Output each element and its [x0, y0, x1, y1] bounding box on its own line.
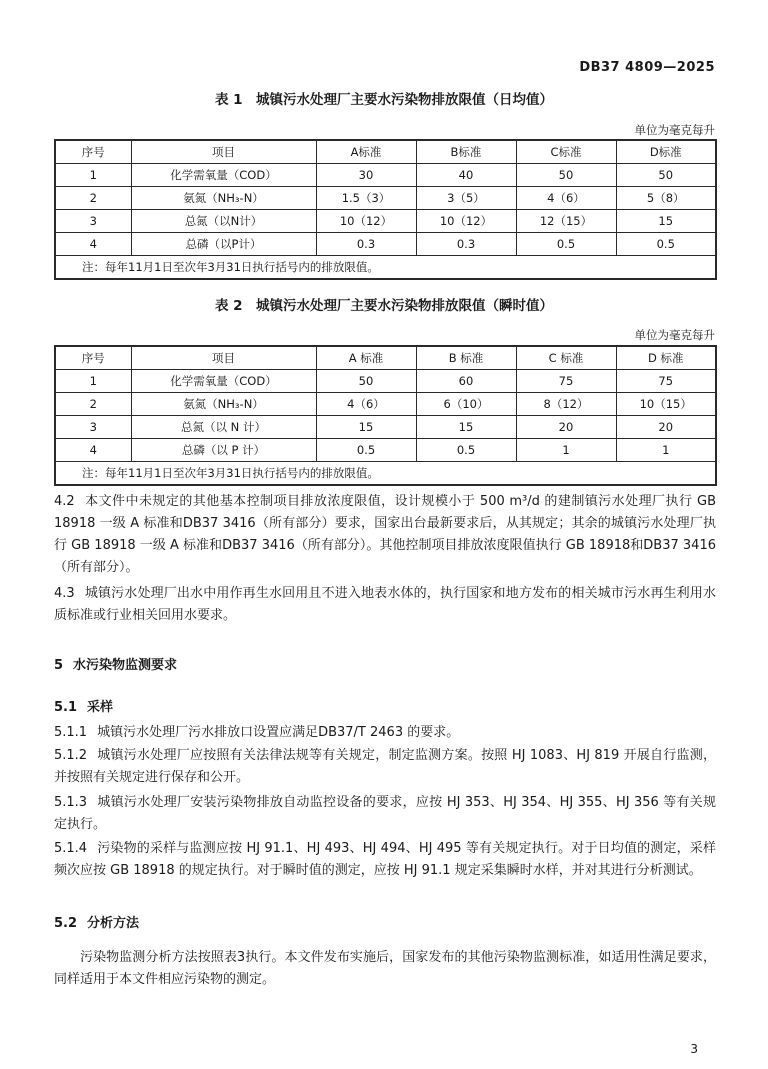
table-cell: 总氮（以 N 计） — [131, 416, 316, 439]
table-cell: 4 — [55, 439, 131, 462]
table-cell: 0.5 — [416, 439, 516, 462]
table-cell: 1 — [516, 439, 616, 462]
table-row — [55, 393, 716, 416]
table-cell: 2 — [55, 187, 131, 210]
table2-header-row — [55, 346, 716, 370]
table-cell: 氨氮（NH₃-N） — [131, 393, 316, 416]
table-cell: 10（12） — [416, 210, 516, 233]
section-number: 5.2 — [54, 916, 78, 931]
table2-col-b: B 标准 — [416, 346, 516, 370]
table-cell: 75 — [616, 370, 716, 393]
table-cell: 总磷（以 P 计） — [131, 439, 316, 462]
table1-note: 注：每年11月1日至次年3月31日执行括号内的排放限值。 — [55, 256, 716, 280]
clause-text: 城镇污水处理厂安装污染物排放自动监控设备的要求，应按 HJ 353、HJ 354、HJ 355、HJ 356 等有关规定执行。 — [54, 795, 716, 832]
table-row — [55, 210, 716, 233]
table-cell: 化学需氧量（COD） — [131, 164, 316, 187]
table-cell: 15 — [616, 210, 716, 233]
table-cell: 8（12） — [516, 393, 616, 416]
table-cell: 10（15） — [616, 393, 716, 416]
section-title: 分析方法 — [87, 916, 140, 931]
table-cell: 总氮（以N计） — [131, 210, 316, 233]
table1-col-index: 序号 — [55, 140, 131, 164]
table-cell: 0.5 — [616, 233, 716, 256]
table-cell: 20 — [516, 416, 616, 439]
table-cell: 1 — [55, 164, 131, 187]
table1-col-a: A标准 — [316, 140, 416, 164]
table-cell: 20 — [616, 416, 716, 439]
section-number: 5 — [54, 658, 64, 673]
section-title: 水污染物监测要求 — [73, 658, 178, 673]
clause-number: 5.1.4 — [54, 841, 88, 856]
table-cell: 4（6） — [516, 187, 616, 210]
table1-col-b: B标准 — [416, 140, 516, 164]
table2-col-d: D 标准 — [616, 346, 716, 370]
section-5-1-heading — [54, 696, 113, 715]
section-number: 5.1 — [54, 700, 78, 715]
table1-title: 表 1 城镇污水处理厂主要水污染物排放限值（日均值） — [214, 92, 554, 108]
table-cell: 0.3 — [316, 233, 416, 256]
table2-col-item: 项目 — [131, 346, 316, 370]
table2-title: 表 2 城镇污水处理厂主要水污染物排放限值（瞬时值） — [214, 298, 554, 314]
table1-header-row — [55, 140, 716, 164]
table-cell: 15 — [316, 416, 416, 439]
table2-col-c: C 标准 — [516, 346, 616, 370]
table-cell: 30 — [316, 164, 416, 187]
section-5-heading — [54, 654, 177, 673]
table1-unit: 单位为毫克每升 — [634, 123, 715, 137]
table-row — [55, 439, 716, 462]
table-cell: 3 — [55, 416, 131, 439]
table-cell: 12（15） — [516, 210, 616, 233]
clause-text: 城镇污水处理厂污水排放口设置应满足DB37/T 2463 的要求。 — [97, 725, 460, 740]
table-cell: 3 — [55, 210, 131, 233]
table1-note-row — [55, 256, 716, 280]
table-cell: 0.3 — [416, 233, 516, 256]
table-cell: 60 — [416, 370, 516, 393]
clause-4-2 — [54, 491, 716, 579]
table-cell: 50 — [616, 164, 716, 187]
clause-text: 城镇污水处理厂出水中用作再生水回用且不进入地表水体的，执行国家和地方发布的相关城市污水再生利用水质标准或行业相关回用水要求。 — [54, 586, 716, 623]
clause-5-1-1 — [54, 722, 716, 744]
table2-note-row — [55, 462, 716, 486]
table-row — [55, 416, 716, 439]
clause-5-1-2 — [54, 745, 716, 789]
table2-unit: 单位为毫克每升 — [634, 328, 715, 342]
page-number: 3 — [690, 1042, 698, 1056]
table-cell: 2 — [55, 393, 131, 416]
table-cell: 4 — [55, 233, 131, 256]
clause-number: 5.1.2 — [54, 748, 88, 763]
table-cell: 50 — [316, 370, 416, 393]
table-cell: 15 — [416, 416, 516, 439]
table-cell: 1 — [616, 439, 716, 462]
table1 — [54, 139, 717, 280]
table1-col-item: 项目 — [131, 140, 316, 164]
table-cell: 0.5 — [516, 233, 616, 256]
table-cell: 75 — [516, 370, 616, 393]
table2-note: 注：每年11月1日至次年3月31日执行括号内的排放限值。 — [55, 462, 716, 486]
table-cell: 40 — [416, 164, 516, 187]
table-cell: 4（6） — [316, 393, 416, 416]
table-cell: 3（5） — [416, 187, 516, 210]
table-row — [55, 164, 716, 187]
table1-col-c: C标准 — [516, 140, 616, 164]
clause-5-1-3 — [54, 792, 716, 836]
clause-number: 5.1.1 — [54, 725, 88, 740]
table2 — [54, 345, 717, 486]
section-5-2-paragraph: 污染物监测分析方法按照表3执行。本文件发布实施后，国家发布的其他污染物监测标准，如适用性满足要求，同样适用于本文件相应污染物的测定。 — [54, 950, 716, 987]
clause-number: 4.2 — [54, 494, 75, 509]
clause-number: 4.3 — [54, 586, 75, 601]
table-row — [55, 233, 716, 256]
table2-col-a: A 标准 — [316, 346, 416, 370]
clause-text: 污染物的采样与监测应按 HJ 91.1、HJ 493、HJ 494、HJ 495 等有关规定执行。对于日均值的测定，采样频次应按 GB 18918 的规定执行。对于瞬时值的测定，应按 HJ 91.1 规定采集瞬时水样，并对其进行分析测试。 — [54, 841, 716, 878]
table-row — [55, 187, 716, 210]
table-cell: 化学需氧量（COD） — [131, 370, 316, 393]
table-cell: 50 — [516, 164, 616, 187]
clause-number: 5.1.3 — [54, 795, 88, 810]
table-cell: 1.5（3） — [316, 187, 416, 210]
table-cell: 0.5 — [316, 439, 416, 462]
table1-col-d: D标准 — [616, 140, 716, 164]
table-cell: 氨氮（NH₃-N） — [131, 187, 316, 210]
table-cell: 10（12） — [316, 210, 416, 233]
table-cell: 总磷（以P计） — [131, 233, 316, 256]
section-5-2-heading — [54, 912, 139, 931]
clause-5-1-4 — [54, 838, 716, 882]
clause-text: 本文件中未规定的其他基本控制项目排放浓度限值，设计规模小于 500 m³/d 的建制镇污水处理厂执行 GB 18918 一级 A 标准和DB37 3416（所有部分）要求，国家出台最新要求后，从其规定；其余的城镇污水处理厂执行 GB 18918 一级 A 标准和DB37 3416（所有部分）。其他控制项目排放浓度限值执行 GB 18918和DB37 3416（所有部分）。 — [54, 494, 716, 575]
document-code: DB37 4809—2025 — [579, 60, 715, 75]
table-cell: 1 — [55, 370, 131, 393]
section-title: 采样 — [87, 700, 114, 715]
clause-text: 城镇污水处理厂应按照有关法律法规等有关规定，制定监测方案。按照 HJ 1083、HJ 819 开展自行监测，并按照有关规定进行保存和公开。 — [54, 748, 716, 785]
table-cell: 5（8） — [616, 187, 716, 210]
table-cell: 6（10） — [416, 393, 516, 416]
table-row — [55, 370, 716, 393]
table2-col-index: 序号 — [55, 346, 131, 370]
clause-4-3 — [54, 583, 716, 627]
